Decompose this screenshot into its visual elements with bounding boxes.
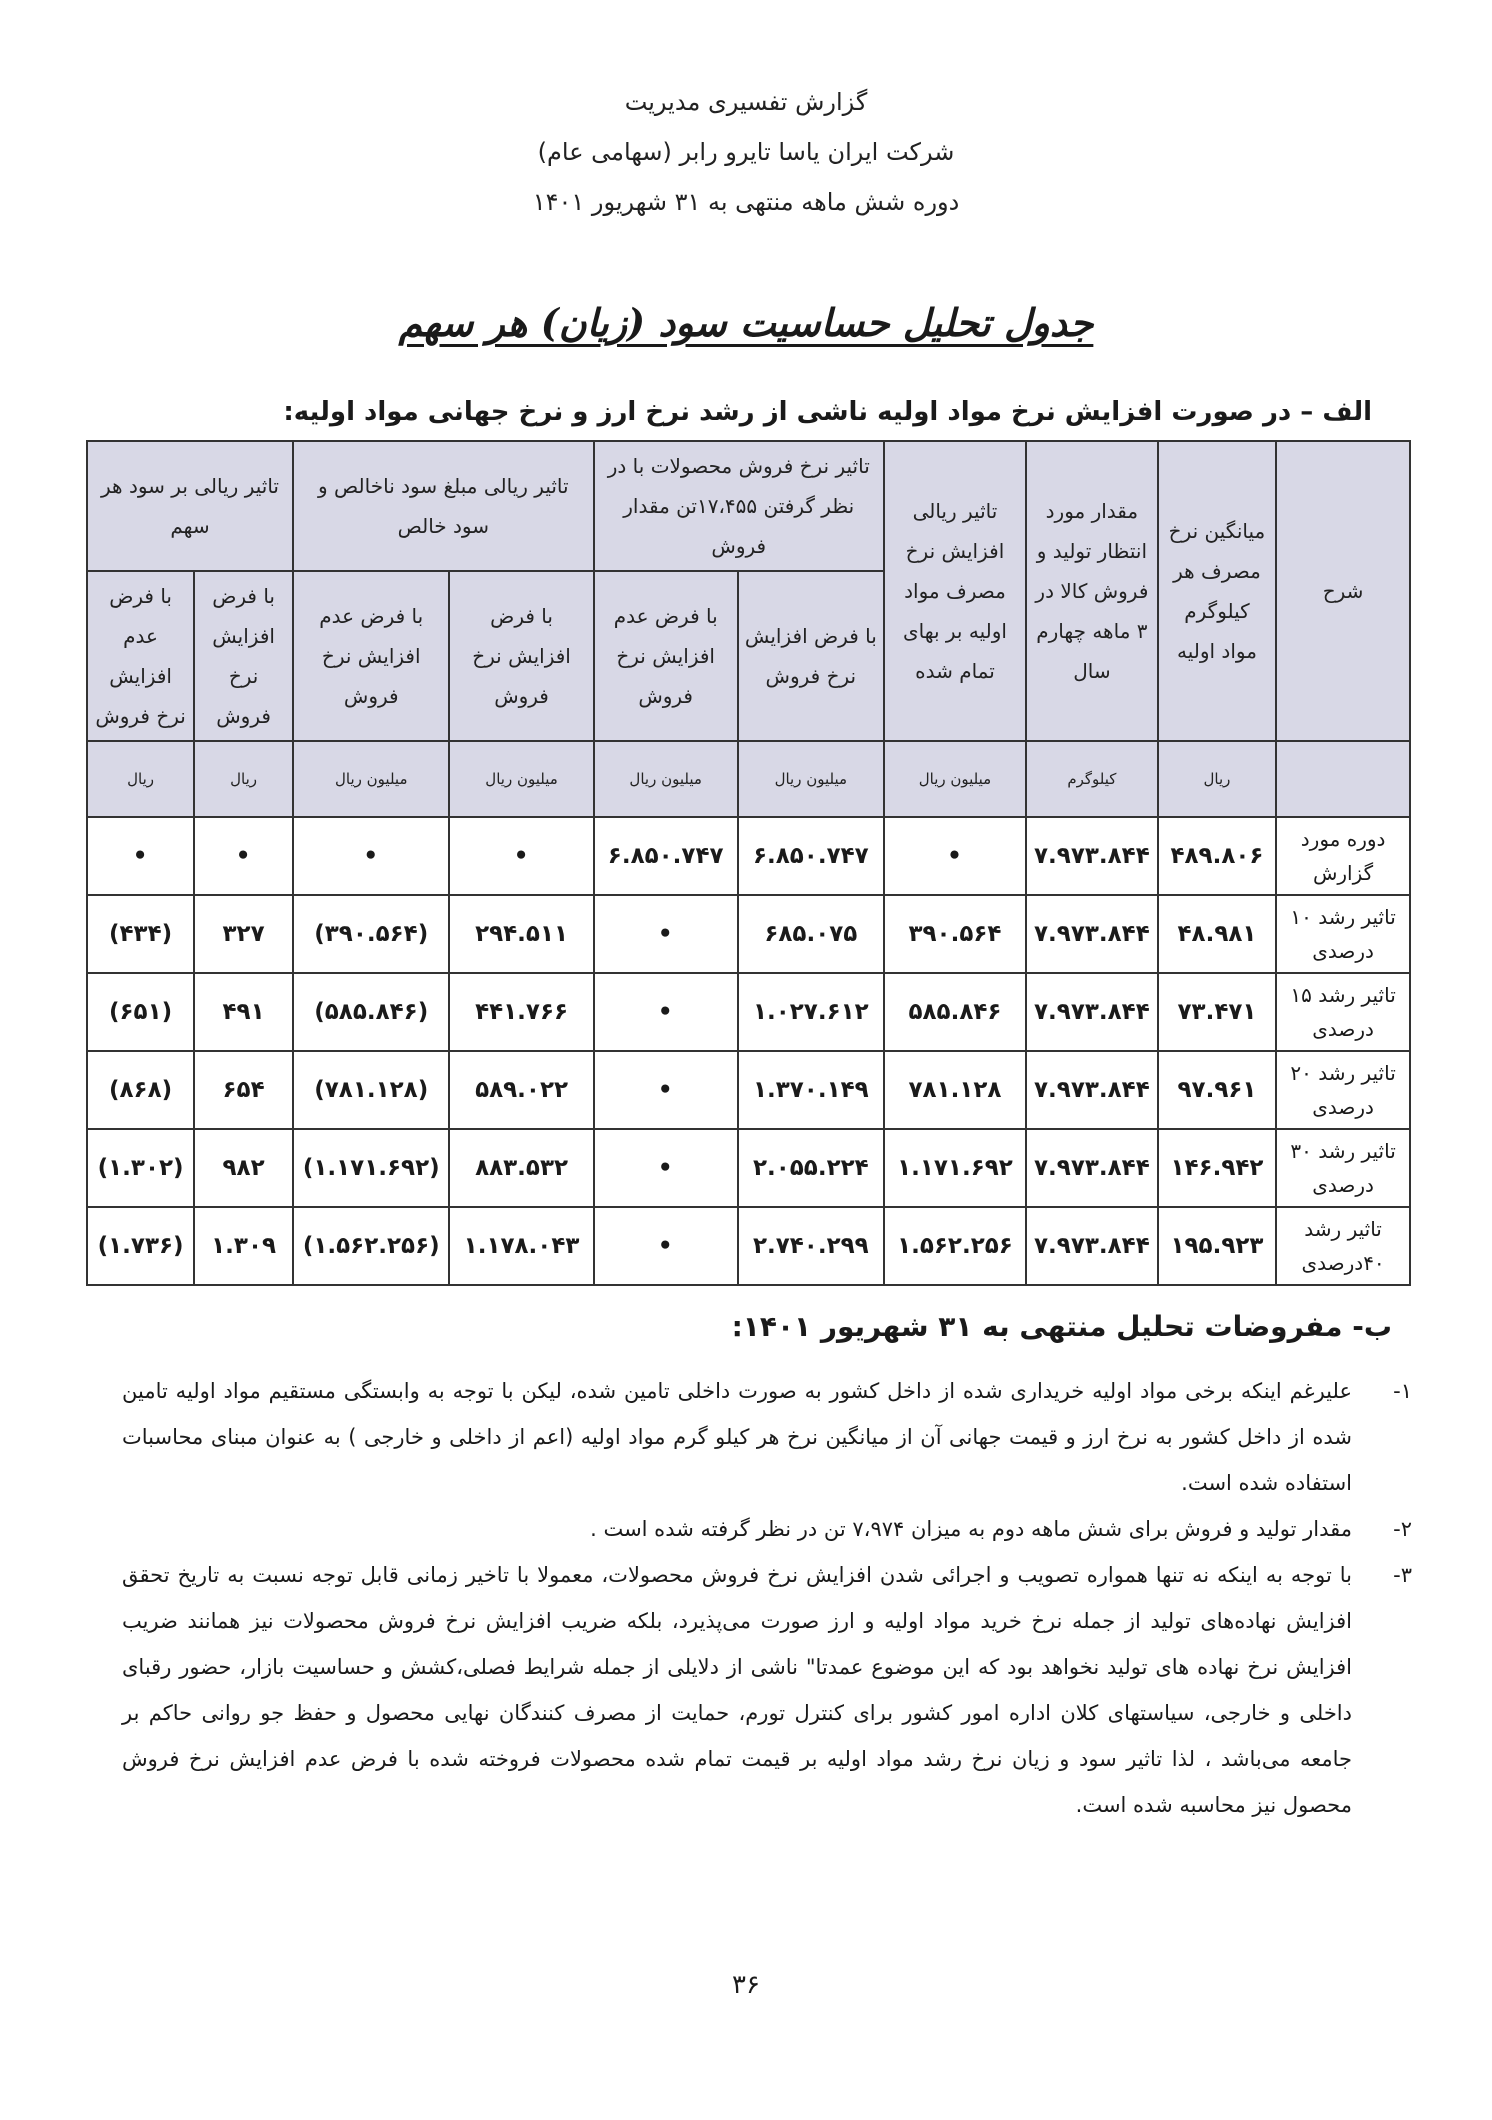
assumption-number: ۲-: [1393, 1517, 1412, 1541]
unit-profit-with: میلیون ریال: [449, 741, 593, 817]
unit-avg: ریال: [1158, 741, 1276, 817]
cell-e-without: (۱.۷۳۶): [87, 1207, 194, 1285]
cell-p-with: •: [449, 817, 593, 895]
cell-qty: ۷.۹۷۳.۸۴۴: [1026, 1129, 1158, 1207]
cell-avg: ۱۹۵.۹۲۳: [1158, 1207, 1276, 1285]
cell-avg: ۱۴۶.۹۴۲: [1158, 1129, 1276, 1207]
cell-s-without: •: [594, 1051, 738, 1129]
page-number: ۳۶: [732, 1970, 760, 2000]
assumption-item: [122, 1368, 1412, 1506]
assumption-text: با توجه به اینکه نه تنها همواره تصویب و اجرائی شدن افزایش نرخ فروش محصولات، معمولا با تاخیر زمانی قابل توجه نسبت به تاریخ تحقق افزایش نهاده‌های تولید از جمله نرخ خرید مواد اولیه و ارز صورت می‌پذیرد، بلکه ضریب افزایش نرخ فروش محصولات نیز همانند ضریب افزایش نرخ نهاده های تولید نخواهد بود که این موضوع عمدتا" ناشی از دلایلی از جمله شرایط فصلی،کشش و حساسیت بازار، حضور رقبای داخلی و خارجی، سیاستهای کلان اداره امور کشور برای کنترل تورم، حمایت از مصرف کنندگان نهایی محصول و حفظ جو روانی حاکم بر جامعه می‌باشد ، لذا تاثیر سود و زیان نرخ رشد مواد اولیه بر قیمت تمام شده محصولات فروخته شده با فرض عدم افزایش نرخ فروش محصول نیز محاسبه شده است.: [122, 1563, 1352, 1817]
cell-e-with: ۴۹۱: [194, 973, 293, 1051]
unit-sales-without: میلیون ریال: [594, 741, 738, 817]
cell-rial: ۳۹۰.۵۶۴: [884, 895, 1026, 973]
cell-e-without: (۴۳۴): [87, 895, 194, 973]
cell-desc: تاثیر رشد ۲۰ درصدی: [1276, 1051, 1410, 1129]
header-rial-effect: تاثیر ریالی افزایش نرخ مصرف مواد اولیه بر بهای تمام شده: [884, 441, 1026, 741]
header-avg-rate: میانگین نرخ مصرف هر کیلوگرم مواد اولیه: [1158, 441, 1276, 741]
assumption-text: مقدار تولید و فروش برای شش ماهه دوم به میزان ۷،۹۷۴ تن در نظر گرفته شده است .: [590, 1517, 1352, 1541]
section-b-heading: ب- مفروضات تحلیل منتهی به ۳۱ شهریور ۱۴۰۱:: [731, 1310, 1392, 1343]
header-eps-with-increase: با فرض افزایش نرخ فروش: [194, 571, 293, 741]
cell-rial: ۱.۵۶۲.۲۵۶: [884, 1207, 1026, 1285]
table-row: [87, 817, 1410, 895]
cell-s-with: ۲.۰۵۵.۲۲۴: [738, 1129, 884, 1207]
unit-qty: کیلوگرم: [1026, 741, 1158, 817]
cell-e-without: (۱.۳۰۲): [87, 1129, 194, 1207]
cell-s-with: ۲.۷۴۰.۲۹۹: [738, 1207, 884, 1285]
page-title-text: جدول تحلیل حساسیت سود (زیان) هر سهم: [398, 300, 1094, 345]
cell-p-with: ۸۸۳.۵۳۲: [449, 1129, 593, 1207]
header-group-eps: تاثیر ریالی بر سود هر سهم: [87, 441, 293, 571]
cell-s-without: •: [594, 973, 738, 1051]
header-profit-without-increase: با فرض عدم افزایش نرخ فروش: [293, 571, 449, 741]
section-a-heading: الف – در صورت افزایش نرخ مواد اولیه ناشی از رشد نرخ ارز و نرخ جهانی مواد اولیه:: [283, 397, 1372, 427]
cell-avg: ۷۳.۴۷۱: [1158, 973, 1276, 1051]
cell-qty: ۷.۹۷۳.۸۴۴: [1026, 1207, 1158, 1285]
assumption-number: ۳-: [1393, 1563, 1412, 1587]
cell-qty: ۷.۹۷۳.۸۴۴: [1026, 973, 1158, 1051]
table-row: [87, 1051, 1410, 1129]
cell-desc: تاثیر رشد ۴۰درصدی: [1276, 1207, 1410, 1285]
table-row: [87, 895, 1410, 973]
cell-e-with: ۹۸۲: [194, 1129, 293, 1207]
cell-e-without: •: [87, 817, 194, 895]
cell-desc: تاثیر رشد ۳۰ درصدی: [1276, 1129, 1410, 1207]
unit-sales-with: میلیون ریال: [738, 741, 884, 817]
page-title: [0, 300, 1492, 345]
table-row: [87, 1207, 1410, 1285]
header-expected-qty: مقدار مورد انتظار تولید و فروش کالا در ۳ ماهه چهارم سال: [1026, 441, 1158, 741]
cell-e-without: (۶۵۱): [87, 973, 194, 1051]
cell-rial: ۷۸۱.۱۲۸: [884, 1051, 1026, 1129]
cell-p-without: •: [293, 817, 449, 895]
cell-qty: ۷.۹۷۳.۸۴۴: [1026, 817, 1158, 895]
unit-eps-without: ریال: [87, 741, 194, 817]
header-sales-without-increase: با فرض عدم افزایش نرخ فروش: [594, 571, 738, 741]
cell-s-with: ۱.۳۷۰.۱۴۹: [738, 1051, 884, 1129]
cell-p-without: (۱.۵۶۲.۲۵۶): [293, 1207, 449, 1285]
assumption-item: [122, 1506, 1412, 1552]
header-period: دوره شش ماهه منتهی به ۳۱ شهریور ۱۴۰۱: [532, 188, 960, 216]
cell-e-with: •: [194, 817, 293, 895]
unit-rial-effect: میلیون ریال: [884, 741, 1026, 817]
table-row: [87, 973, 1410, 1051]
header-company-name: شرکت ایران یاسا تایرو رابر (سهامی عام): [537, 138, 955, 166]
cell-e-with: ۶۵۴: [194, 1051, 293, 1129]
assumption-number: ۱-: [1393, 1379, 1412, 1403]
cell-qty: ۷.۹۷۳.۸۴۴: [1026, 1051, 1158, 1129]
cell-s-without: •: [594, 1129, 738, 1207]
cell-rial: •: [884, 817, 1026, 895]
cell-desc: تاثیر رشد ۱۰ درصدی: [1276, 895, 1410, 973]
assumptions-list: [122, 1368, 1412, 1828]
cell-p-with: ۵۸۹.۰۲۲: [449, 1051, 593, 1129]
header-report-type: گزارش تفسیری مدیریت: [624, 88, 868, 116]
header-eps-without-increase: با فرض عدم افزایش نرخ فروش: [87, 571, 194, 741]
assumption-text: علیرغم اینکه برخی مواد اولیه خریداری شده از داخل کشور به صورت داخلی تامین شده، لیکن با توجه به وابستگی مستقیم مواد اولیه تامین شده از داخل کشور به نرخ ارز و قیمت جهانی آن از میانگین نرخ هر کیلو گرم مواد اولیه (اعم از داخلی و خارجی ) به عنوان مبنای محاسبات استفاده شده است.: [122, 1379, 1352, 1495]
cell-avg: ۹۷.۹۶۱: [1158, 1051, 1276, 1129]
cell-s-without: ۶.۸۵۰.۷۴۷: [594, 817, 738, 895]
sensitivity-table: [86, 440, 1411, 1286]
header-group-sales: تاثیر نرخ فروش محصولات با در نظر گرفتن ۱۷،۴۵۵تن مقدار فروش: [594, 441, 884, 571]
cell-p-without: (۵۸۵.۸۴۶): [293, 973, 449, 1051]
cell-rial: ۵۸۵.۸۴۶: [884, 973, 1026, 1051]
cell-p-without: (۷۸۱.۱۲۸): [293, 1051, 449, 1129]
header-desc: شرح: [1276, 441, 1410, 741]
unit-profit-without: میلیون ریال: [293, 741, 449, 817]
table-row: [87, 1129, 1410, 1207]
cell-p-with: ۲۹۴.۵۱۱: [449, 895, 593, 973]
cell-desc: تاثیر رشد ۱۵ درصدی: [1276, 973, 1410, 1051]
cell-e-with: ۱.۳۰۹: [194, 1207, 293, 1285]
header-sales-with-increase: با فرض افزایش نرخ فروش: [738, 571, 884, 741]
cell-p-without: (۱.۱۷۱.۶۹۲): [293, 1129, 449, 1207]
cell-s-with: ۱.۰۲۷.۶۱۲: [738, 973, 884, 1051]
cell-s-without: •: [594, 1207, 738, 1285]
cell-e-with: ۳۲۷: [194, 895, 293, 973]
cell-avg: ۴۸۹.۸۰۶: [1158, 817, 1276, 895]
cell-p-without: (۳۹۰.۵۶۴): [293, 895, 449, 973]
header-group-profit: تاثیر ریالی مبلغ سود ناخالص و سود خالص: [293, 441, 594, 571]
cell-qty: ۷.۹۷۳.۸۴۴: [1026, 895, 1158, 973]
cell-s-with: ۶.۸۵۰.۷۴۷: [738, 817, 884, 895]
cell-s-with: ۶۸۵.۰۷۵: [738, 895, 884, 973]
cell-p-with: ۱.۱۷۸.۰۴۳: [449, 1207, 593, 1285]
cell-avg: ۴۸.۹۸۱: [1158, 895, 1276, 973]
cell-rial: ۱.۱۷۱.۶۹۲: [884, 1129, 1026, 1207]
assumption-item: [122, 1552, 1412, 1828]
cell-desc: دوره مورد گزارش: [1276, 817, 1410, 895]
header-profit-with-increase: با فرض افزایش نرخ فروش: [449, 571, 593, 741]
table-body: [87, 817, 1410, 1285]
cell-e-without: (۸۶۸): [87, 1051, 194, 1129]
unit-eps-with: ریال: [194, 741, 293, 817]
cell-s-without: •: [594, 895, 738, 973]
unit-desc-empty: [1276, 741, 1410, 817]
cell-p-with: ۴۴۱.۷۶۶: [449, 973, 593, 1051]
